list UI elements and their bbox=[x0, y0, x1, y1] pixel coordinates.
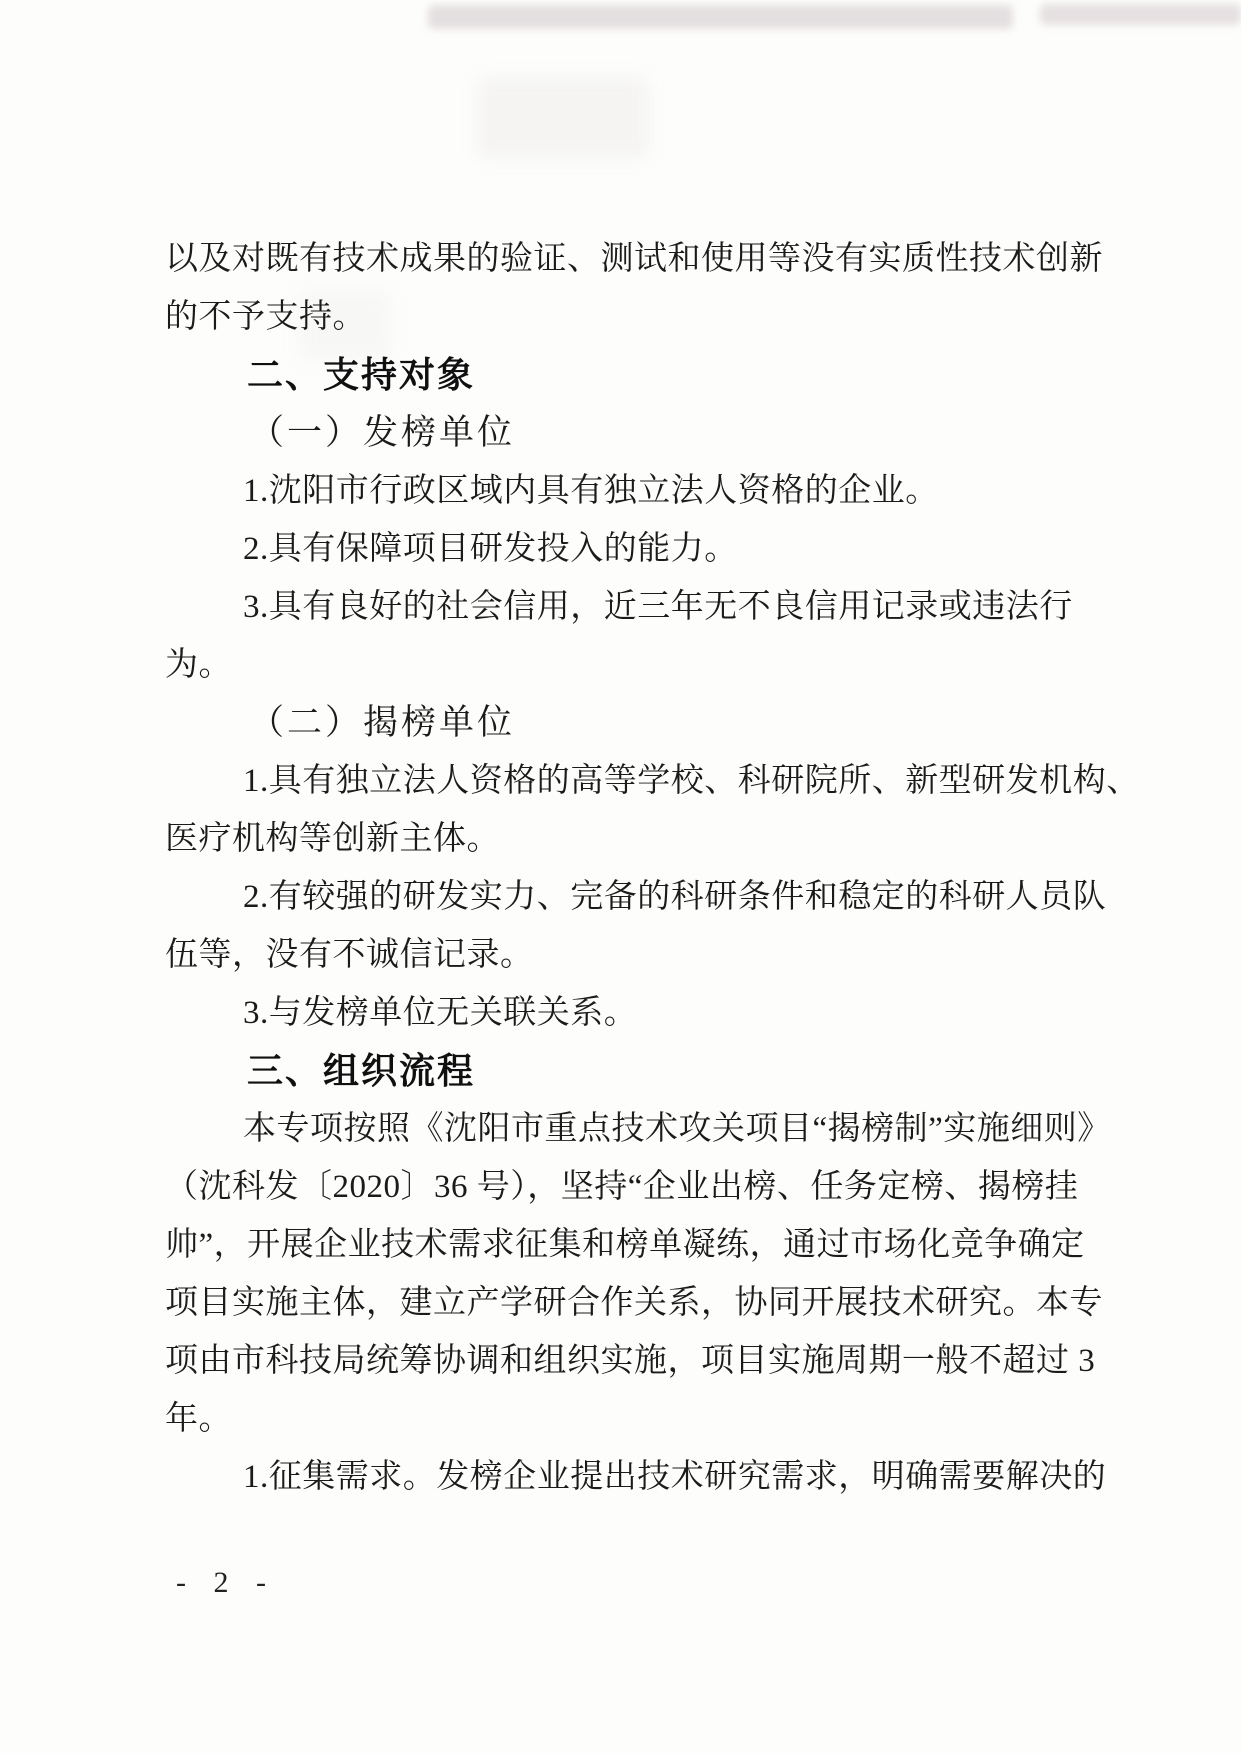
body-line: 帅”，开展企业技术需求征集和榜单凝练，通过市场化竞争确定 bbox=[165, 1227, 1085, 1263]
body-line: 医疗机构等创新主体。 bbox=[165, 821, 500, 857]
heading-organization-process: 三、组织流程 bbox=[247, 1050, 476, 1091]
scan-smudge-top-center bbox=[428, 5, 1013, 29]
scan-speckle-upper bbox=[478, 78, 648, 158]
body-line: 以及对既有技术成果的验证、测试和使用等没有实质性技术创新 bbox=[165, 241, 1103, 277]
subheading-list-taking-unit: （二）揭榜单位 bbox=[249, 703, 516, 742]
body-line: 年。 bbox=[165, 1401, 232, 1437]
list-item: 3.具有良好的社会信用，近三年无不良信用记录或违法行 bbox=[243, 589, 1073, 625]
list-item: 3.与发榜单位无关联关系。 bbox=[243, 995, 638, 1031]
heading-support-targets: 二、支持对象 bbox=[247, 354, 476, 395]
scan-smudge-top-right bbox=[1040, 4, 1241, 25]
subheading-list-issuing-unit: （一）发榜单位 bbox=[249, 413, 516, 452]
list-item: 1.征集需求。发榜企业提出技术研究需求，明确需要解决的 bbox=[243, 1459, 1107, 1495]
body-line: 为。 bbox=[165, 647, 232, 683]
body-line: 的不予支持。 bbox=[165, 299, 366, 335]
body-line: 项目实施主体，建立产学研合作关系，协同开展技术研究。本专 bbox=[165, 1285, 1103, 1321]
page-number: - 2 - bbox=[176, 1566, 273, 1599]
list-item: 1.沈阳市行政区域内具有独立法人资格的企业。 bbox=[243, 473, 939, 509]
body-line: 项由市科技局统筹协调和组织实施，项目实施周期一般不超过 3 bbox=[165, 1343, 1096, 1379]
document-body bbox=[165, 230, 1140, 1506]
list-item: 2.有较强的研发实力、完备的科研条件和稳定的科研人员队 bbox=[243, 879, 1107, 915]
list-item: 1.具有独立法人资格的高等学校、科研院所、新型研发机构、 bbox=[243, 763, 1140, 799]
body-line: （沈科发〔2020〕36 号），坚持“企业出榜、任务定榜、揭榜挂 bbox=[165, 1169, 1079, 1205]
body-line: 伍等，没有不诚信记录。 bbox=[165, 937, 534, 973]
paragraph-first-line: 本专项按照《沈阳市重点技术攻关项目“揭榜制”实施细则》 bbox=[243, 1111, 1111, 1147]
list-item: 2.具有保障项目研发投入的能力。 bbox=[243, 531, 738, 567]
